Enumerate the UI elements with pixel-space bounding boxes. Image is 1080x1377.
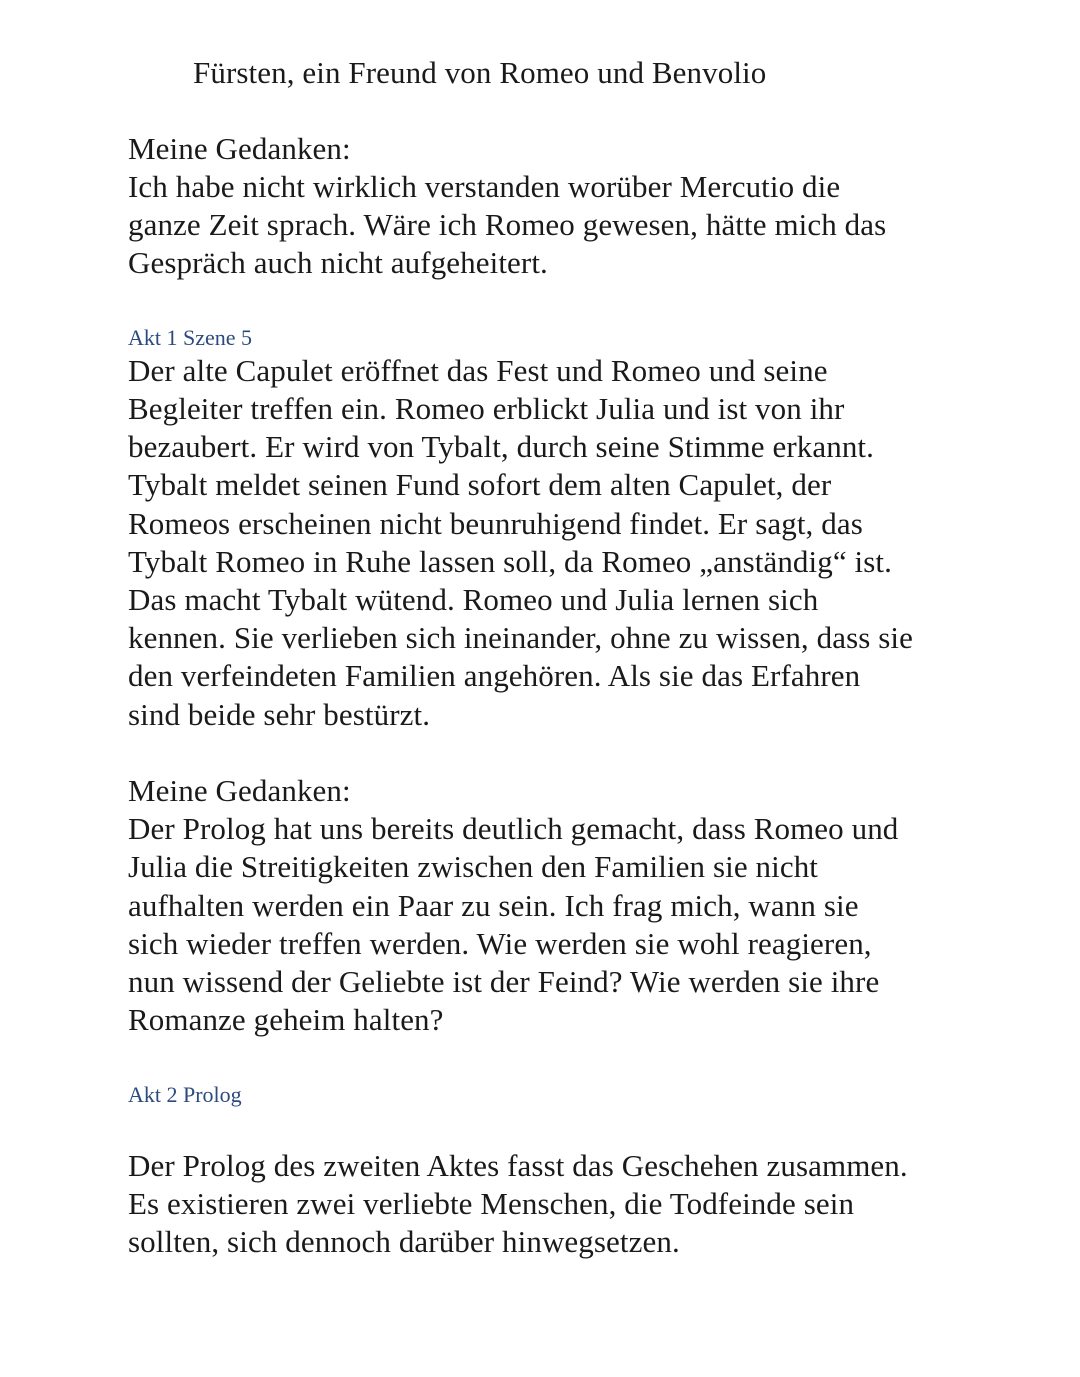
- thoughts-line: Gespräch auch nicht aufgeheitert.: [128, 245, 548, 280]
- thoughts-line: Der Prolog hat uns bereits deutlich gemacht, dass Romeo und: [128, 811, 899, 846]
- paragraph-line: Der Prolog des zweiten Aktes fasst das Geschehen zusammen.: [128, 1148, 908, 1183]
- thoughts-line: nun wissend der Geliebte ist der Feind? Wie werden sie ihre: [128, 964, 880, 999]
- paragraph-line: Begleiter treffen ein. Romeo erblickt Julia und ist von ihr: [128, 391, 845, 426]
- paragraph-line: sind beide sehr bestürzt.: [128, 697, 431, 732]
- thoughts-line: Ich habe nicht wirklich verstanden worüber Mercutio die: [128, 169, 841, 204]
- paragraph-line: Tybalt Romeo in Ruhe lassen soll, da Romeo „anständig“ ist.: [128, 544, 892, 579]
- paragraph-line: Der alte Capulet eröffnet das Fest und Romeo und seine: [128, 353, 828, 388]
- paragraph-line: Romeos erscheinen nicht beunruhigend findet. Er sagt, das: [128, 506, 863, 541]
- thoughts-line: Romanze geheim halten?: [128, 1002, 444, 1037]
- paragraph-line: sollten, sich dennoch darüber hinwegsetzen.: [128, 1224, 680, 1259]
- thoughts-label: Meine Gedanken:: [128, 773, 351, 808]
- intro-line: Fürsten, ein Freund von Romeo und Benvolio: [193, 55, 767, 90]
- paragraph-line: kennen. Sie verlieben sich ineinander, ohne zu wissen, dass sie: [128, 620, 914, 655]
- paragraph-line: Es existieren zwei verliebte Menschen, die Todfeinde sein: [128, 1186, 855, 1221]
- thoughts-label: Meine Gedanken:: [128, 131, 351, 166]
- thoughts-line: sich wieder treffen werden. Wie werden sie wohl reagieren,: [128, 926, 872, 961]
- section-heading: Akt 1 Szene 5: [128, 325, 253, 350]
- paragraph-line: Das macht Tybalt wütend. Romeo und Julia lernen sich: [128, 582, 819, 617]
- thoughts-line: Julia die Streitigkeiten zwischen den Familien sie nicht: [128, 849, 819, 884]
- section-heading: Akt 2 Prolog: [128, 1082, 242, 1107]
- thoughts-line: ganze Zeit sprach. Wäre ich Romeo gewesen, hätte mich das: [128, 207, 887, 242]
- paragraph-line: bezaubert. Er wird von Tybalt, durch seine Stimme erkannt.: [128, 429, 874, 464]
- paragraph-line: den verfeindeten Familien angehören. Als sie das Erfahren: [128, 658, 861, 693]
- paragraph-line: Tybalt meldet seinen Fund sofort dem alten Capulet, der: [128, 467, 832, 502]
- thoughts-line: aufhalten werden ein Paar zu sein. Ich frag mich, wann sie: [128, 888, 859, 923]
